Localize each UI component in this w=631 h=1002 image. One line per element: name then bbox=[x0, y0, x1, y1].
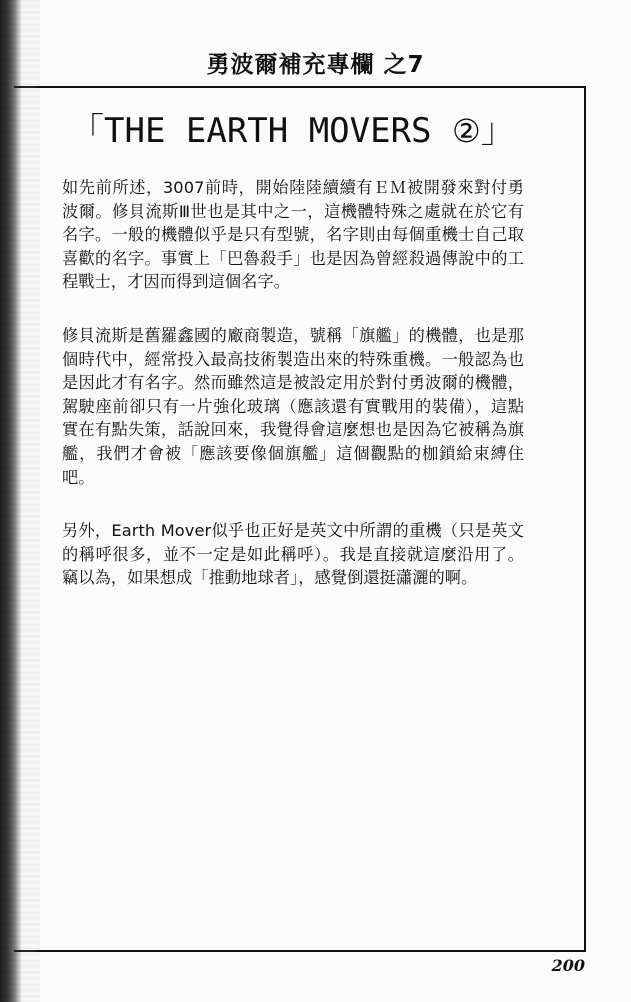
page-number: 200 bbox=[551, 956, 585, 975]
paragraph-3: 另外，Earth Mover似乎也正好是英文中所謂的重機（只是英文的稱呼很多，並不一定是如此稱呼）。我是直接就這麼沿用了。竊以為，如果想成「推動地球者」，感覺倒還挺瀟灑的啊。 bbox=[62, 521, 524, 588]
article-title-text: 「THE EARTH MOVERS bbox=[70, 111, 452, 151]
column-title: 勇波爾補充專欄 之7 bbox=[206, 52, 425, 78]
paragraph-1: 如先前所述，3007前時，開始陸陸續續有ＥＭ被開發來對付勇波爾。修貝流斯Ⅲ世也是其中之一，這機體特殊之處就在於它有名字。一般的機體似乎是只有型號，名字則由每個重機士自己取喜歡的名字。事實上「巴魯殺手」也是因為曾經殺過傳說中的工程戰士，才因而得到這個名字。 bbox=[62, 178, 524, 292]
article-body bbox=[62, 176, 524, 620]
paragraph-2: 修貝流斯是舊羅鑫國的廠商製造，號稱「旗艦」的機體，也是那個時代中，經常投入最高技術製造出來的特殊重機。一般認為也是因此才有名字。然而雖然這是被設定用於對付勇波爾的機體，駕駛座前卻只有一片強化玻璃（應該還有實戰用的裝備），這點實在有點失策，話說回來，我覺得會這麼想也是因為它被稱為旗艦，我們才會被「應該要像個旗艦」這個觀點的枷鎖給束縛住吧。 bbox=[62, 325, 524, 487]
article-title-close: 」 bbox=[480, 111, 515, 151]
frame-top-edge bbox=[14, 86, 36, 88]
article-title-number: ② bbox=[452, 112, 481, 150]
article-title bbox=[70, 103, 550, 152]
frame-bottom-edge bbox=[14, 950, 36, 952]
